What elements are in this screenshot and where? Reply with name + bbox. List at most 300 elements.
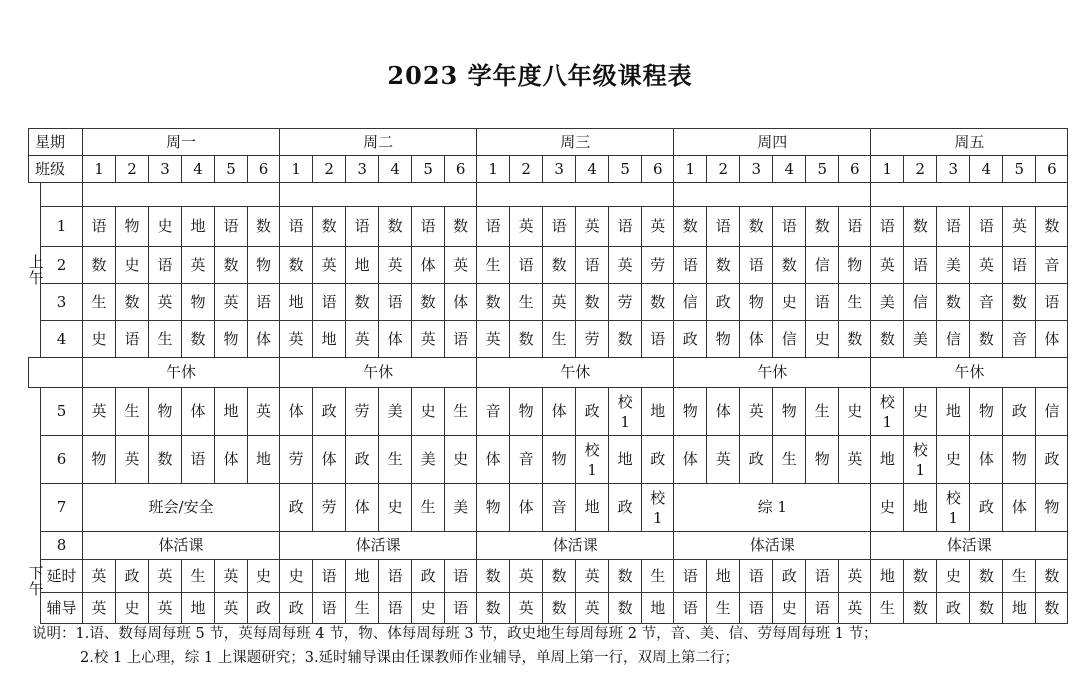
course-cell: 英 [839, 436, 871, 484]
course-cell: 语 [674, 247, 707, 284]
lunch-cell: 午休 [674, 358, 871, 388]
course-cell: 语 [707, 207, 740, 247]
course-cell: 语 [806, 593, 839, 624]
course-cell: 校 1 [904, 436, 937, 484]
course-cell: 生 [182, 560, 215, 593]
day-header: 周五 [871, 129, 1068, 156]
notes [32, 622, 878, 670]
xingqi-label: 星期 [29, 129, 83, 156]
course-cell: 数 [970, 593, 1003, 624]
class-number: 2 [707, 156, 740, 183]
course-cell: 数 [543, 247, 576, 284]
course-cell: 史 [412, 388, 445, 436]
course-cell: 史 [773, 593, 806, 624]
course-cell: 数 [839, 321, 871, 358]
course-cell: 生 [116, 388, 149, 436]
class-number: 5 [609, 156, 642, 183]
extra-label: 延时 [41, 560, 83, 593]
course-cell: 数 [215, 247, 248, 284]
course-cell: 美 [871, 284, 904, 321]
course-cell: 生 [445, 388, 477, 436]
course-cell: 物 [740, 284, 773, 321]
course-cell: 语 [806, 284, 839, 321]
course-cell: 美 [379, 388, 412, 436]
course-cell: 语 [871, 207, 904, 247]
course-cell: 体 [346, 484, 379, 532]
course-cell: 地 [609, 436, 642, 484]
course-cell: 英 [543, 284, 576, 321]
blank-cell [477, 183, 674, 207]
lunch-cell: 午休 [871, 358, 1068, 388]
course-cell: 英 [642, 207, 674, 247]
blank-cell [280, 183, 477, 207]
lunch-cell: 午休 [280, 358, 477, 388]
course-cell: 地 [182, 593, 215, 624]
course-cell: 语 [379, 284, 412, 321]
course-cell: 数 [1003, 284, 1036, 321]
day-header: 周二 [280, 129, 477, 156]
class-number: 6 [248, 156, 280, 183]
course-cell: 校 1 [576, 436, 609, 484]
course-cell: 数 [806, 207, 839, 247]
course-cell: 英 [970, 247, 1003, 284]
class-number: 2 [904, 156, 937, 183]
course-cell: 体 [445, 284, 477, 321]
note-line-1: 说明：1.语、数每周每班 5 节，英每周每班 4 节，物、体每周每班 3 节，政史地生每周每班 2 节，音、美、信、劳每周每班 1 节； [32, 626, 878, 642]
course-cell: 信 [674, 284, 707, 321]
class-number: 6 [1036, 156, 1068, 183]
course-cell: 美 [445, 484, 477, 532]
class-number: 2 [116, 156, 149, 183]
course-cell: 数 [248, 207, 280, 247]
course-cell: 语 [379, 593, 412, 624]
course-cell: 地 [215, 388, 248, 436]
course-cell: 地 [642, 388, 674, 436]
course-cell: 生 [773, 436, 806, 484]
course-cell: 语 [477, 207, 510, 247]
class-number: 4 [970, 156, 1003, 183]
course-cell: 英 [707, 436, 740, 484]
course-cell: 英 [871, 247, 904, 284]
class-number: 3 [543, 156, 576, 183]
course-cell: 英 [313, 247, 346, 284]
course-cell: 政 [280, 593, 313, 624]
course-cell: 地 [346, 247, 379, 284]
course-cell: 数 [609, 593, 642, 624]
course-cell: 英 [116, 436, 149, 484]
course-cell: 生 [806, 388, 839, 436]
course-cell: 物 [1036, 484, 1068, 532]
course-cell: 物 [215, 321, 248, 358]
activity-cell: 体活课 [83, 532, 280, 560]
course-cell: 数 [674, 207, 707, 247]
course-cell: 劳 [280, 436, 313, 484]
course-cell: 语 [412, 207, 445, 247]
course-cell: 地 [576, 484, 609, 532]
class-number: 3 [346, 156, 379, 183]
course-cell: 数 [904, 560, 937, 593]
course-cell: 语 [215, 207, 248, 247]
course-cell: 数 [477, 560, 510, 593]
course-cell: 数 [970, 560, 1003, 593]
course-cell: 政 [970, 484, 1003, 532]
course-cell: 数 [773, 247, 806, 284]
class-number: 2 [510, 156, 543, 183]
course-cell: 物 [116, 207, 149, 247]
course-cell: 政 [412, 560, 445, 593]
lunch-cell: 午休 [477, 358, 674, 388]
course-cell: 英 [477, 321, 510, 358]
course-cell: 物 [149, 388, 182, 436]
course-cell: 英 [839, 560, 871, 593]
class-number: 4 [182, 156, 215, 183]
class-number: 1 [674, 156, 707, 183]
course-cell: 政 [248, 593, 280, 624]
course-cell: 史 [83, 321, 116, 358]
course-cell: 语 [313, 284, 346, 321]
course-cell: 英 [1003, 207, 1036, 247]
course-cell: 语 [609, 207, 642, 247]
course-cell: 体 [379, 321, 412, 358]
course-cell: 史 [379, 484, 412, 532]
period-label: 2 [41, 247, 83, 284]
course-cell: 语 [904, 247, 937, 284]
course-cell: 生 [510, 284, 543, 321]
course-cell: 体 [1036, 321, 1068, 358]
course-cell: 数 [412, 284, 445, 321]
course-cell: 数 [609, 321, 642, 358]
course-cell: 体 [477, 436, 510, 484]
course-cell: 数 [346, 284, 379, 321]
period-label: 7 [41, 484, 83, 532]
extra-label: 辅导 [41, 593, 83, 624]
course-cell: 体 [707, 388, 740, 436]
course-cell: 音 [1036, 247, 1068, 284]
course-cell: 英 [412, 321, 445, 358]
course-cell: 英 [379, 247, 412, 284]
session-morning [28, 183, 44, 358]
lunch-cell: 午休 [83, 358, 280, 388]
period-label: 8 [41, 532, 83, 560]
class-number: 1 [83, 156, 116, 183]
course-cell: 体 [182, 388, 215, 436]
course-cell: 地 [346, 560, 379, 593]
course-cell: 语 [445, 321, 477, 358]
activity-cell: 体活课 [871, 532, 1068, 560]
course-cell: 地 [642, 593, 674, 624]
course-cell: 英 [215, 560, 248, 593]
course-cell: 政 [576, 388, 609, 436]
course-cell: 体 [510, 484, 543, 532]
schedule-table [28, 128, 1068, 624]
course-cell: 语 [379, 560, 412, 593]
course-cell: 政 [674, 321, 707, 358]
period-label: 5 [41, 388, 83, 436]
course-cell: 数 [576, 284, 609, 321]
course-cell: 物 [707, 321, 740, 358]
note-line-2: 2.校 1 上心理，综 1 上课题研究；3.延时辅导课由任课教师作业辅导，单周上第一行，双周上第二行； [80, 650, 740, 666]
course-cell: 美 [937, 247, 970, 284]
course-cell: 信 [937, 321, 970, 358]
day-header: 周三 [477, 129, 674, 156]
course-cell: 语 [313, 593, 346, 624]
course-cell: 数 [83, 247, 116, 284]
class-number: 5 [412, 156, 445, 183]
course-cell: 语 [346, 207, 379, 247]
course-cell: 语 [674, 593, 707, 624]
course-cell: 体 [412, 247, 445, 284]
class-number: 3 [149, 156, 182, 183]
course-cell: 语 [1036, 284, 1068, 321]
course-cell: 物 [83, 436, 116, 484]
class-number: 5 [1003, 156, 1036, 183]
course-cell: 语 [510, 247, 543, 284]
course-cell: 英 [149, 560, 182, 593]
course-cell: 信 [904, 284, 937, 321]
course-cell: 音 [510, 436, 543, 484]
course-cell: 美 [412, 436, 445, 484]
course-cell: 史 [871, 484, 904, 532]
course-cell: 史 [904, 388, 937, 436]
course-cell: 数 [609, 560, 642, 593]
class-number: 4 [379, 156, 412, 183]
course-cell: 政 [346, 436, 379, 484]
course-cell: 音 [970, 284, 1003, 321]
course-cell: 英 [83, 593, 116, 624]
course-cell: 数 [1036, 560, 1068, 593]
course-cell: 语 [280, 207, 313, 247]
course-cell: 音 [543, 484, 576, 532]
course-cell: 物 [477, 484, 510, 532]
course-cell: 地 [182, 207, 215, 247]
period-label: 3 [41, 284, 83, 321]
course-cell: 史 [280, 560, 313, 593]
course-cell: 数 [871, 321, 904, 358]
course-cell: 生 [707, 593, 740, 624]
course-cell: 地 [871, 560, 904, 593]
course-cell: 校 1 [642, 484, 674, 532]
course-cell: 物 [1003, 436, 1036, 484]
course-cell: 地 [1003, 593, 1036, 624]
course-cell: 英 [83, 560, 116, 593]
course-cell: 语 [543, 207, 576, 247]
course-cell: 校 1 [871, 388, 904, 436]
class-number: 5 [806, 156, 839, 183]
course-cell: 数 [149, 436, 182, 484]
merged-course-cell: 综 1 [674, 484, 871, 532]
class-number: 5 [215, 156, 248, 183]
course-cell: 语 [740, 560, 773, 593]
course-cell: 生 [83, 284, 116, 321]
blank-cell [29, 358, 83, 388]
course-cell: 数 [280, 247, 313, 284]
course-cell: 体 [970, 436, 1003, 484]
course-cell: 信 [806, 247, 839, 284]
course-cell: 生 [149, 321, 182, 358]
course-cell: 数 [313, 207, 346, 247]
course-cell: 物 [182, 284, 215, 321]
course-cell: 政 [1003, 388, 1036, 436]
session-morning-label: 上午 [28, 253, 44, 287]
course-cell: 音 [477, 388, 510, 436]
course-cell: 语 [445, 560, 477, 593]
course-cell: 生 [379, 436, 412, 484]
activity-cell: 体活课 [280, 532, 477, 560]
course-cell: 语 [182, 436, 215, 484]
course-cell: 数 [445, 207, 477, 247]
course-cell: 生 [642, 560, 674, 593]
course-cell: 地 [904, 484, 937, 532]
course-cell: 语 [149, 247, 182, 284]
course-cell: 数 [937, 284, 970, 321]
session-afternoon-label: 下午 [28, 563, 44, 598]
course-cell: 语 [576, 247, 609, 284]
course-cell: 数 [543, 560, 576, 593]
day-header: 周四 [674, 129, 871, 156]
course-cell: 数 [904, 207, 937, 247]
course-cell: 数 [740, 207, 773, 247]
class-number: 3 [937, 156, 970, 183]
course-cell: 政 [1036, 436, 1068, 484]
course-cell: 体 [215, 436, 248, 484]
course-cell: 英 [149, 593, 182, 624]
course-cell: 英 [215, 284, 248, 321]
course-cell: 校 1 [937, 484, 970, 532]
course-cell: 体 [543, 388, 576, 436]
course-cell: 生 [477, 247, 510, 284]
course-cell: 地 [280, 284, 313, 321]
course-cell: 英 [510, 207, 543, 247]
banji-label: 班级 [29, 156, 83, 183]
blank-cell [41, 183, 83, 207]
course-cell: 英 [182, 247, 215, 284]
course-cell: 信 [773, 321, 806, 358]
course-cell: 史 [806, 321, 839, 358]
class-number: 1 [871, 156, 904, 183]
course-cell: 数 [182, 321, 215, 358]
activity-cell: 体活课 [477, 532, 674, 560]
course-cell: 政 [642, 436, 674, 484]
course-cell: 政 [280, 484, 313, 532]
course-cell: 史 [116, 247, 149, 284]
course-cell: 语 [83, 207, 116, 247]
course-cell: 政 [609, 484, 642, 532]
course-cell: 生 [839, 284, 871, 321]
class-number: 4 [576, 156, 609, 183]
class-number: 1 [477, 156, 510, 183]
course-cell: 语 [1003, 247, 1036, 284]
course-cell: 英 [609, 247, 642, 284]
course-cell: 语 [248, 284, 280, 321]
course-cell: 史 [839, 388, 871, 436]
class-number: 6 [445, 156, 477, 183]
course-cell: 语 [773, 207, 806, 247]
course-cell: 地 [871, 436, 904, 484]
course-cell: 音 [1003, 321, 1036, 358]
course-cell: 地 [248, 436, 280, 484]
course-cell: 语 [642, 321, 674, 358]
course-cell: 数 [477, 593, 510, 624]
course-cell: 数 [477, 284, 510, 321]
course-cell: 英 [83, 388, 116, 436]
course-cell: 语 [674, 560, 707, 593]
course-cell: 物 [543, 436, 576, 484]
course-cell: 数 [543, 593, 576, 624]
course-cell: 体 [248, 321, 280, 358]
class-number: 6 [839, 156, 871, 183]
course-cell: 数 [642, 284, 674, 321]
course-cell: 史 [149, 207, 182, 247]
course-cell: 语 [740, 593, 773, 624]
course-cell: 劳 [313, 484, 346, 532]
course-cell: 英 [280, 321, 313, 358]
course-cell: 语 [839, 207, 871, 247]
class-number: 1 [280, 156, 313, 183]
course-cell: 地 [707, 560, 740, 593]
course-cell: 数 [904, 593, 937, 624]
merged-course-cell: 班会/安全 [83, 484, 280, 532]
course-cell: 物 [510, 388, 543, 436]
course-cell: 劳 [609, 284, 642, 321]
course-cell: 体 [313, 436, 346, 484]
course-cell: 英 [839, 593, 871, 624]
course-cell: 英 [215, 593, 248, 624]
course-cell: 英 [510, 560, 543, 593]
course-cell: 史 [773, 284, 806, 321]
course-cell: 生 [543, 321, 576, 358]
course-cell: 物 [806, 436, 839, 484]
course-cell: 数 [1036, 207, 1068, 247]
course-cell: 史 [412, 593, 445, 624]
course-cell: 语 [806, 560, 839, 593]
course-cell: 生 [346, 593, 379, 624]
course-cell: 地 [937, 388, 970, 436]
period-label: 4 [41, 321, 83, 358]
course-cell: 信 [1036, 388, 1068, 436]
course-cell: 语 [937, 207, 970, 247]
course-cell: 地 [313, 321, 346, 358]
course-cell: 生 [1003, 560, 1036, 593]
course-cell: 数 [116, 284, 149, 321]
course-cell: 劳 [576, 321, 609, 358]
course-cell: 英 [149, 284, 182, 321]
course-cell: 政 [937, 593, 970, 624]
course-cell: 英 [445, 247, 477, 284]
course-cell: 数 [379, 207, 412, 247]
course-cell: 史 [937, 436, 970, 484]
course-cell: 语 [313, 560, 346, 593]
course-cell: 劳 [346, 388, 379, 436]
course-cell: 美 [904, 321, 937, 358]
course-cell: 物 [839, 247, 871, 284]
class-number: 2 [313, 156, 346, 183]
blank-cell [871, 183, 1068, 207]
course-cell: 英 [576, 593, 609, 624]
course-cell: 英 [510, 593, 543, 624]
course-cell: 劳 [642, 247, 674, 284]
course-cell: 英 [248, 388, 280, 436]
course-cell: 语 [116, 321, 149, 358]
blank-cell [674, 183, 871, 207]
course-cell: 生 [412, 484, 445, 532]
course-cell: 数 [970, 321, 1003, 358]
course-cell: 史 [937, 560, 970, 593]
course-cell: 语 [740, 247, 773, 284]
course-cell: 数 [707, 247, 740, 284]
course-cell: 政 [313, 388, 346, 436]
course-cell: 数 [510, 321, 543, 358]
course-cell: 英 [576, 207, 609, 247]
